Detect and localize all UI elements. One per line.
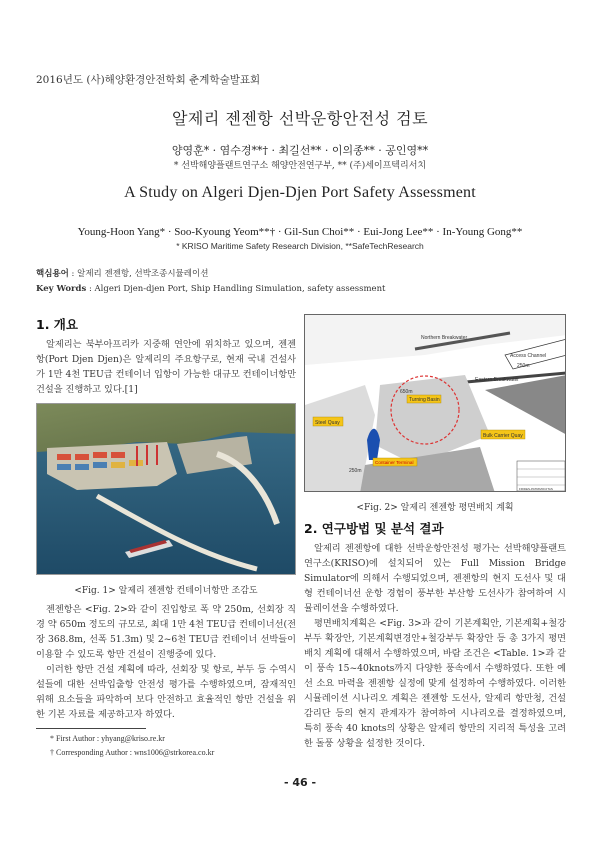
title-english: A Study on Algeri Djen-Djen Port Safety Assessment <box>124 184 476 201</box>
section1-paragraph-2: 젠젠항은 <Fig. 2>와 같이 진입항로 폭 약 250m, 선회장 직경 약 650m 정도의 규모로, 최대 1만 4천 TEU급 컨테이너선(전장 368.8m, 선폭 51.3m) 및 2~6천 TEU급 컨테이너 선박들이 이용할 수 있도록 항만 건설이 진행중에 있다. <box>36 604 296 660</box>
port-layout-plan <box>305 315 566 492</box>
authors-english: Young-Hoon Yang* · Soo-Kyoung Yeom**† · Gil-Sun Choi** · Eui-Jong Lee** · In-Young Gong** <box>77 226 523 238</box>
affiliation-korean: * 선박해양플랜트연구소 해양안전연구부, ** (주)세이프텍리서치 <box>173 161 427 171</box>
keywords-english-label: Key Words <box>36 284 87 294</box>
page-number: - 46 - <box>283 776 317 789</box>
channel-width-label: 250m <box>517 363 530 369</box>
drawing-company-label: FRIDES-PATRIMOCITAS <box>519 487 553 491</box>
footnotes <box>50 732 214 760</box>
section1-paragraph-1: 알제리는 북부아프리카 지중해 연안에 위치하고 있으며, 젠젠항(Port Djen Djen)은 알제리의 주요항구로, 현재 국내 건설사가 1만 4천 TEU급 컨테이너 입항이 가능한 대규모 컨테이너항만 건설을 진행하고 있다.[1] <box>36 339 296 395</box>
turning-basin-label: Turning Basin <box>409 397 440 403</box>
corresponding-author-footnote: † Corresponding Author : wns1006@strkorea.co.kr <box>50 748 215 757</box>
footnote-divider <box>36 728 146 729</box>
left-column <box>36 315 296 722</box>
keywords-korean <box>36 267 385 282</box>
figure1-aerial-render <box>36 403 296 575</box>
authors-korean: 양영훈* · 염수경**† · 최길선** · 이의종** · 공인영** <box>171 144 429 157</box>
affiliation-english: * KRISO Maritime Safety Research Division, **SafeTechResearch <box>176 241 424 251</box>
section1-paragraph-3: 이러한 항만 건설 계획에 따라, 선회장 및 항로, 부두 등 수역시설들에 대한 선박입출항 안전성 평가를 수행하였으며, 잠재적인 위해 요소들을 파악하여 보다 안전하고 효율적인 항만 건설을 위한 기본 자료를 제공하고자 하였다. <box>36 664 296 720</box>
quay-length-label: 250m <box>349 468 362 474</box>
eastern-breakwater-label: Eastern Breakwater <box>475 377 519 383</box>
title-korean: 알제리 젠젠항 선박운항안전성 검토 <box>171 109 429 128</box>
section2-paragraph-2: 평면배치계획은 <Fig. 3>과 같이 기본계획안, 기본계획+철강부두 확장안, 기본계획변경안+철강부두 확장안 등 총 3가지 평면배치 계획에 대해서 수행하였으며, 바람 조건은 <Table. 1>과 같이 풍속 15~40knots까지 다양한 풍속에서 수행하였다. 또한 예선 소요 마력을 젠젠항 실정에 맞게 설정하여 수행하였다. 이러한 시뮬레이션 시나리오 계획은 젠젠항 도선사, 알제리 항만청, 건설 감리단 등의 현지 관계자가 참여하여 시나리오를 결정하였으며, 특히 풍속 40 knots의 상황은 알제리 항만의 지리적 특성을 고려한 돌풍 상황을 설정한 것이다. <box>304 618 566 749</box>
figure2-caption: <Fig. 2> 알제리 젠젠항 평면배치 계획 <box>356 503 514 513</box>
right-column <box>304 314 566 751</box>
keywords-english <box>36 282 385 297</box>
keywords-english-text: : Algeri Djen-djen Port, Ship Handling Simulation, safety assessment <box>86 284 386 294</box>
figure1-caption: <Fig. 1> 알제리 젠젠항 컨테이너항만 조감도 <box>74 586 258 596</box>
conference-header: 2016년도 (사)해양환경안전학회 춘계학술발표회 <box>36 74 261 86</box>
keywords-korean-text: : 알제리 젠젠항, 선박조종시뮬레이션 <box>68 269 209 279</box>
aerial-port-illustration <box>37 404 296 575</box>
section2-paragraph-1: 알제리 젠젠항에 대한 선박운항안전성 평가는 선박해양플랜트연구소(KRISO)에 설치되어 있는 Full Mission Bridge Simulator에 의해서 수행되었으며, 젠젠항의 현지 도선사 및 대형 컨테이너선 운항 경험이 풍부한 부산항 도선사가 참여하여 시뮬레이션을 수행하였다. <box>304 543 566 614</box>
first-author-footnote: * First Author : yhyang@kriso.re.kr <box>50 734 165 743</box>
section1-heading: 1. 개요 <box>36 317 78 332</box>
container-terminal-label: Container Terminal <box>375 460 414 465</box>
section2-heading: 2. 연구방법 및 분석 결과 <box>304 521 444 536</box>
bulk-carrier-quay-label: Bulk Carrier Quay <box>483 433 523 439</box>
northern-breakwater-label: Northern Breakwater <box>421 335 468 341</box>
turning-diameter-label: 650m <box>400 389 413 395</box>
keywords-block <box>36 267 385 297</box>
steel-quay-label: Steel Quay <box>315 420 340 426</box>
access-channel-label: Access Channel <box>510 353 547 359</box>
keywords-korean-label: 핵심용어 <box>36 269 69 279</box>
figure2-port-layout <box>304 314 566 492</box>
